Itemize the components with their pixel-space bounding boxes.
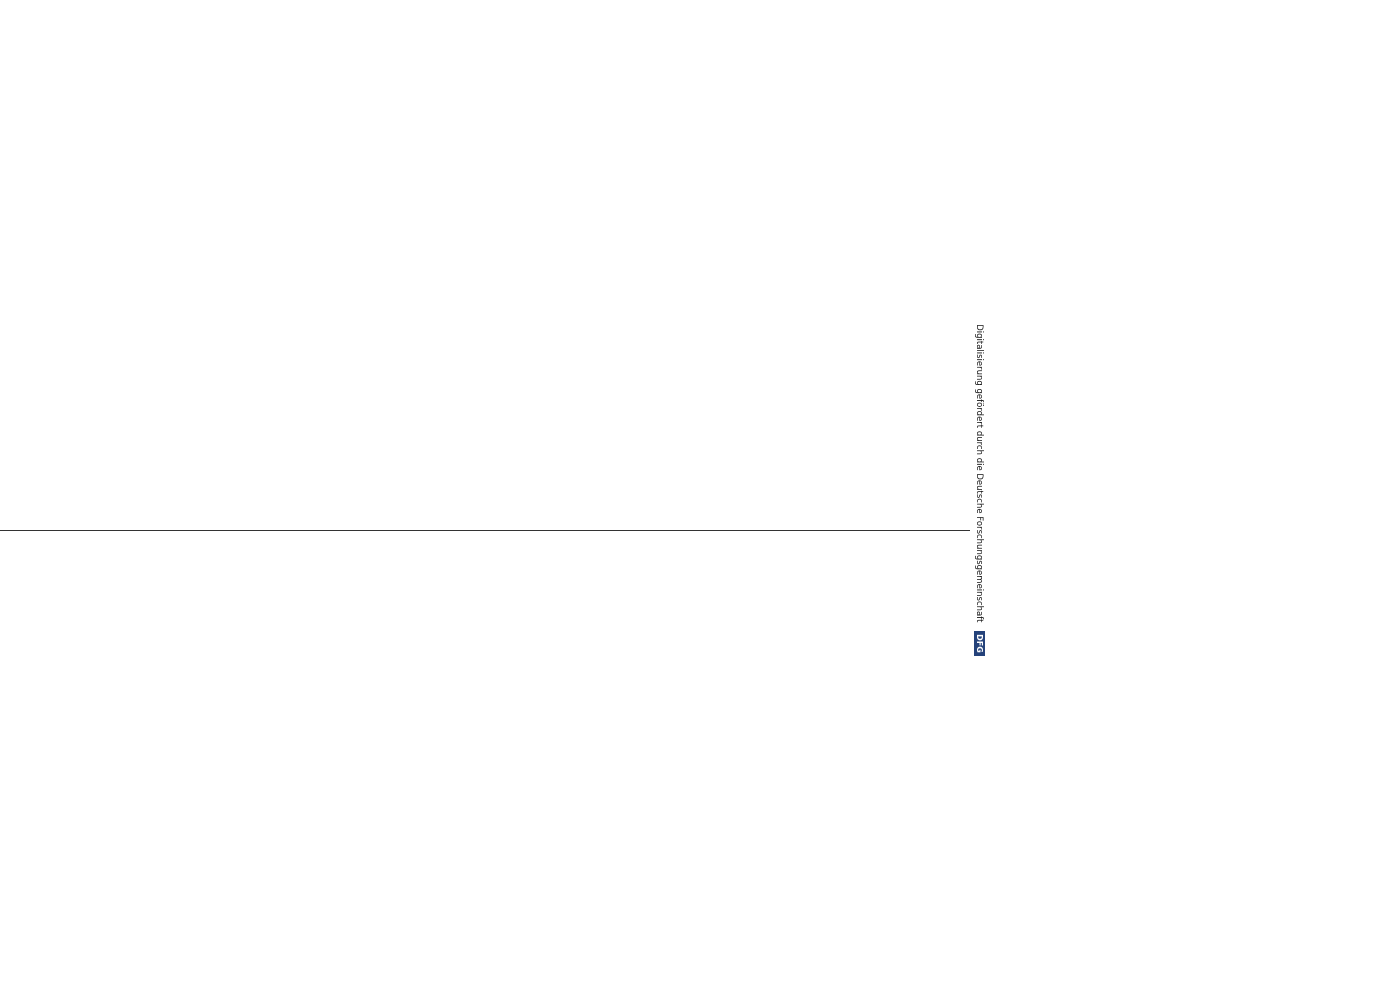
column-divider: [0, 530, 970, 531]
left-text-block: [0, 94, 500, 514]
dfg-logo: DFG: [974, 631, 985, 656]
digitization-note: [970, 0, 988, 990]
digitization-note-text: Digitalisierung gefördert durch die Deutsche Forschungsgemeinschaft: [974, 324, 984, 623]
